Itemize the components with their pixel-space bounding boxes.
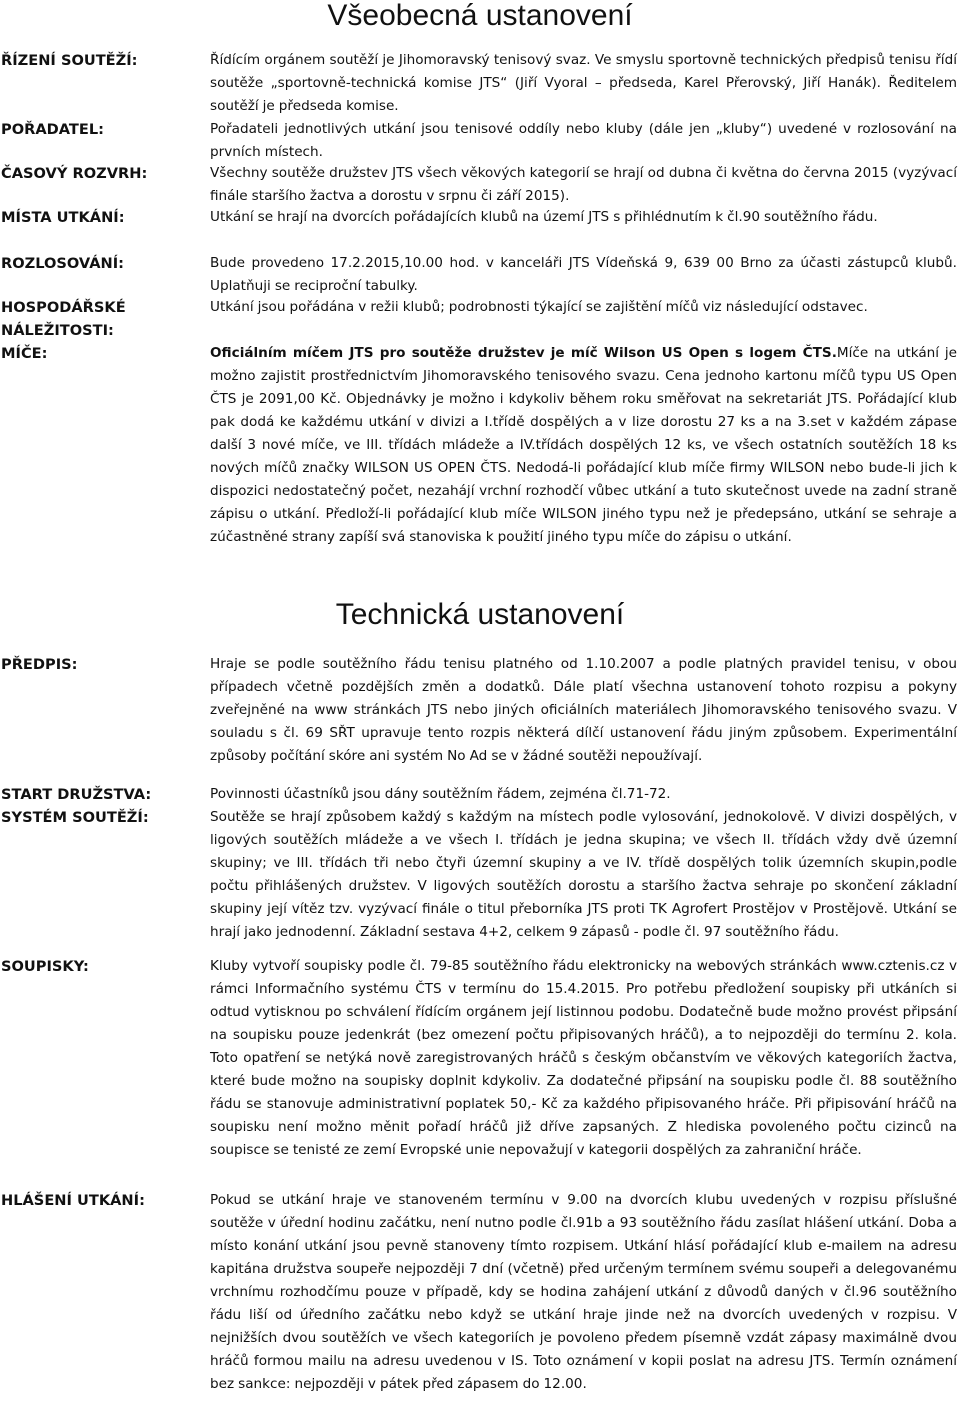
clause-label: HLÁŠENÍ UTKÁNÍ: <box>1 1192 145 1209</box>
clause-text: Pokud se utkání hraje ve stanoveném termínu v 9.00 na dvorcích klubu uvedených v rozpisu příslušné soutěže v úřední hodinu začátku, není nutno podle čl.91b a 93 soutěžního řádu zasílat hlášení utkání. Doba a místo konání utkání jsou pevně stanoveny tímto rozpisem. Utkání hlásí pořádající klub e-mailem na adresu kapitána družstva soupeře nejpozději 7 dní (včetně) před určeným termínem svému soupeři a delegovanému vrchnímu rozhodčímu pouze v případě, kdy se hodina zahájení utkání z důvodů daných v čl.96 soutěžního řádu liší od úředního začátku nebo když se utkání hraje jinde než na dvorcích uvedených v rozpisu. V nejnižších dvou soutěžích ve všech kategoriích je povoleno předem písemně vzdát zápasy maximálně dvou hráčů formou mailu na adresu uvedenou v IS. Toto oznámení v kopii poslat na adresu JTS. Termín oznámení bez sankce: nejpozději v pátek před zápasem do 12.00. <box>210 1192 957 1392</box>
clause-label: SYSTÉM SOUTĚŽÍ: <box>1 809 149 826</box>
clause-label: MÍČE: <box>1 345 48 362</box>
clause-text <box>210 342 957 549</box>
clause-label: POŘADATEL: <box>1 121 104 138</box>
clause-label: ŘÍZENÍ SOUTĚŽÍ: <box>1 52 138 69</box>
clause-label: SOUPISKY: <box>1 958 89 975</box>
clause-text: Bude provedeno 17.2.2015,10.00 hod. v kanceláři JTS Vídeňská 9, 639 00 Brno za účasti zástupců klubů. Uplatňuji se reciproční tabulky. <box>210 255 957 294</box>
clause-label: ROZLOSOVÁNÍ: <box>1 255 125 272</box>
section-title-technical: Technická ustanovení <box>335 598 625 631</box>
clause-text: Všechny soutěže družstev JTS všech věkových kategorií se hrají od dubna či května do června 2015 (vyzývací finále staršího žactva a dorostu v srpnu či září 2015). <box>210 165 957 204</box>
ball-details: Míče na utkání je možno zajistit prostřednictvím Jihomoravského tenisového svazu. Cena jednoho kartonu míčů typu US Open ČTS je 2091,00 Kč. Objednávky je možno i kdykoliv během roku směřovat na sekretariát JTS. Pořádající klub pak dodá ke každému utkání v divizi a I.třídě dospělých a v lize dorostu 27 ks a na 3.set v každém zápase další 3 nové míče, ve III. třídách mládeže a IV.třídách dospělých 12 ks, ve všech ostatních soutěžích 18 ks nových míčů značky WILSON US OPEN ČTS. Nedodá-li pořádající klub míče firmy WILSON nebo bude-li jich k dispozici nedostatečný počet, nezahájí vrchní rozhodčí vůbec utkání a tuto skutečnost uvede na zadní straně zápisu o utkání. Předloží-li pořádající klub míče WILSON jiného typu než je předepsáno, utkání se sehraje a zúčastněné strany zapíší svá stanoviska k použití jiného typu míče do zápisu o utkání. <box>210 345 957 545</box>
clause-label: ČASOVÝ ROZVRH: <box>1 165 148 182</box>
clause-text: Řídícím orgánem soutěží je Jihomoravský tenisový svaz. Ve smyslu sportovně technických předpisů tenisu řídí soutěže „sportovně-technická komise JTS“ (Jiří Vyoral – předseda, Karel Přerovský, Jiří Hanák). Ředitelem soutěží je předseda komise. <box>210 52 957 114</box>
clause-label: MÍSTA UTKÁNÍ: <box>1 209 125 226</box>
official-ball-statement: Oficiálním míčem JTS pro soutěže družstev je míč Wilson US Open s logem ČTS. <box>210 345 837 361</box>
clause-text: Povinnosti účastníků jsou dány soutěžním řádem, zejména čl.71-72. <box>210 786 671 802</box>
clause-text: Pořadateli jednotlivých utkání jsou tenisové oddíly nebo kluby (dále jen „kluby“) uvedené v rozlosování na prvních místech. <box>210 121 957 160</box>
clause-text: Soutěže se hrají způsobem každý s každým na místech podle vylosování, jednokolově. V divizi dospělých, v ligových soutěžích mládeže a ve všech I. třídách je jedna skupina; ve všech II. třídách vždy dvě územní skupiny; ve III. třídách tři nebo čtyři územní skupiny a ve IV. třídě dospělých tolik územních skupin,podle počtu přihlášených družstev. V ligových soutěžích dorostu a staršího žactva sehraje po skončení základní skupiny její vítěz tzv. vyzývací finále o titul přeborníka JTS proti TK Agrofert Prostějov v Prostějově. Utkání se hrají jako jednodenní. Základní sestava 4+2, celkem 9 zápasů - podle čl. 97 soutěžního řádu. <box>210 809 957 940</box>
clause-label: HOSPODÁŘSKÉ NÁLEŽITOSTI: <box>1 299 126 339</box>
clause-text: Kluby vytvoří soupisky podle čl. 79-85 soutěžního řádu elektronicky na webových stránkách www.cztenis.cz v rámci Informačního systému ČTS v termínu do 15.4.2015. Pro potřebu předložení soupisky při utkáních si odtud vytisknou po schválení řídícím orgánem její listinnou podobu. Dodatečně bude možno provést připsání na soupisku pouze jedenkrát (bez omezení počtu připisovaných hráčů), a to nejpozději do termínu 2. kola. Toto opatření se netýká nově zaregistrovaných hráčů s českým občanstvím ve věkových kategoriích žactva, které bude možno na soupisky doplnit kdykoliv. Za dodatečné připsání na soupisku podle čl. 88 soutěžního řádu se stanovuje administrativní poplatek 50,- Kč za každého připisovaného hráče. Při připisování hráčů na soupisku není možno měnit pořadí hráčů již dříve zapsaných. Z hlediska povoleného počtu cizinců na soupisce se tenisté ze zemí Evropské unie nepovažují v kategorii dospělých za zahraniční hráče. <box>210 958 957 1158</box>
clause-label: PŘEDPIS: <box>1 656 78 673</box>
section-title-general: Všeobecná ustanovení <box>327 0 633 32</box>
clause-label: START DRUŽSTVA: <box>1 786 152 803</box>
clause-text: Utkání se hrají na dvorcích pořádajících klubů na území JTS s přihlédnutím k čl.90 soutěžního řádu. <box>210 209 878 225</box>
clause-text: Hraje se podle soutěžního řádu tenisu platného od 1.10.2007 a podle platných pravidel tenisu, v obou případech včetně pozdějších změn a dodatků. Dále platí všechna ustanovení tohoto rozpisu a pokyny zveřejněné na www stránkách JTS nebo jiných oficiálních materiálech Jihomoravského tenisového svazu. V souladu s čl. 69 SŘT upravuje tento rozpis některá dílčí ustanovení řádu jiným způsobem. Experimentální způsoby počítání skóre ani systém No Ad se v žádné soutěži nepoužívají. <box>210 656 957 764</box>
clause-text: Utkání jsou pořádána v režii klubů; podrobnosti týkající se zajištění míčů viz následující odstavec. <box>210 299 868 315</box>
